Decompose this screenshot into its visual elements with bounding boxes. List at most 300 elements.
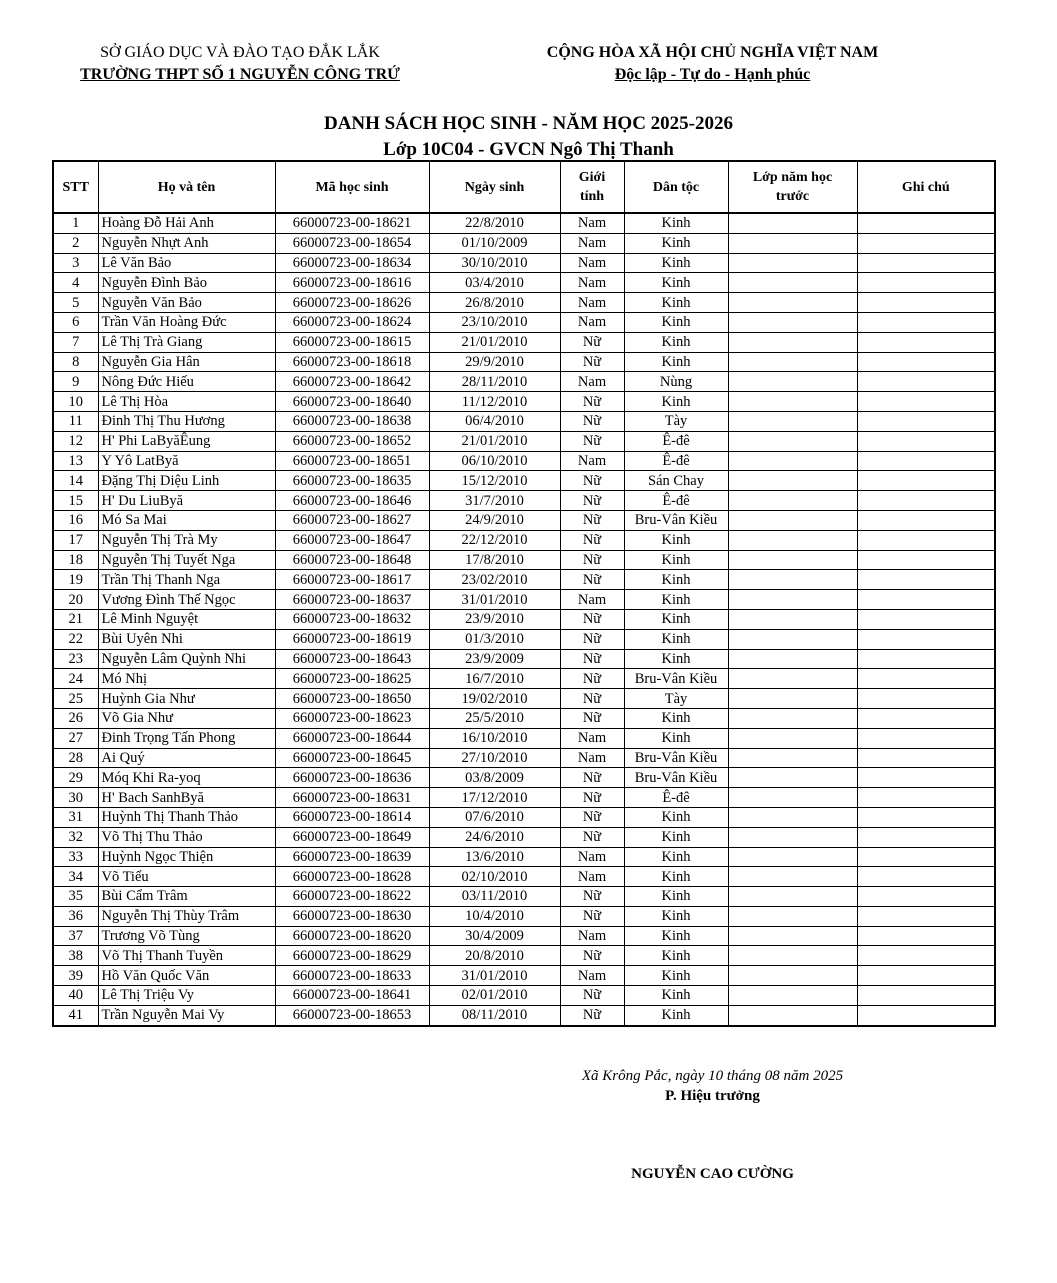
cell-dob: 25/5/2010 (429, 708, 560, 728)
cell-dob: 22/8/2010 (429, 213, 560, 233)
cell-gender: Nữ (560, 332, 624, 352)
cell-dob: 24/6/2010 (429, 827, 560, 847)
cell-note (857, 471, 995, 491)
cell-student-id: 66000723-00-18636 (275, 768, 429, 788)
table-header-row (53, 161, 995, 213)
cell-ethnicity: Kinh (624, 807, 728, 827)
cell-prev-class (728, 293, 857, 313)
cell-note (857, 847, 995, 867)
cell-ethnicity: Kinh (624, 966, 728, 986)
table-row (53, 293, 995, 313)
cell-ethnicity: Tày (624, 689, 728, 709)
cell-gender: Nam (560, 273, 624, 293)
cell-dob: 02/01/2010 (429, 986, 560, 1006)
cell-stt: 4 (53, 273, 98, 293)
cell-gender: Nữ (560, 946, 624, 966)
cell-note (857, 669, 995, 689)
header-note: Ghi chú (857, 161, 995, 213)
table-row (53, 352, 995, 372)
cell-student-id: 66000723-00-18625 (275, 669, 429, 689)
header-ethnicity: Dân tộc (624, 161, 728, 213)
cell-stt: 24 (53, 669, 98, 689)
cell-stt: 31 (53, 807, 98, 827)
cell-student-id: 66000723-00-18650 (275, 689, 429, 709)
cell-gender: Nữ (560, 392, 624, 412)
cell-dob: 07/6/2010 (429, 807, 560, 827)
cell-student-id: 66000723-00-18617 (275, 570, 429, 590)
table-row (53, 451, 995, 471)
cell-gender: Nữ (560, 431, 624, 451)
cell-dob: 30/10/2010 (429, 253, 560, 273)
cell-stt: 34 (53, 867, 98, 887)
cell-prev-class (728, 807, 857, 827)
cell-prev-class (728, 867, 857, 887)
cell-note (857, 906, 995, 926)
table-row (53, 827, 995, 847)
cell-gender: Nam (560, 590, 624, 610)
cell-name: Hoàng Đỗ Hải Anh (98, 213, 275, 233)
table-row (53, 411, 995, 431)
cell-student-id: 66000723-00-18632 (275, 609, 429, 629)
table-row (53, 590, 995, 610)
cell-student-id: 66000723-00-18637 (275, 590, 429, 610)
cell-dob: 29/9/2010 (429, 352, 560, 372)
cell-dob: 30/4/2009 (429, 926, 560, 946)
cell-name: Hồ Văn Quốc Văn (98, 966, 275, 986)
cell-dob: 28/11/2010 (429, 372, 560, 392)
cell-prev-class (728, 748, 857, 768)
student-list-table (52, 160, 996, 1027)
cell-stt: 30 (53, 788, 98, 808)
cell-dob: 15/12/2010 (429, 471, 560, 491)
cell-ethnicity: Kinh (624, 530, 728, 550)
cell-name: Nguyễn Thị Thùy Trâm (98, 906, 275, 926)
cell-ethnicity: Kinh (624, 1005, 728, 1025)
cell-stt: 1 (53, 213, 98, 233)
cell-name: H' Phi LaByăÊung (98, 431, 275, 451)
table-row (53, 669, 995, 689)
cell-dob: 31/7/2010 (429, 491, 560, 511)
cell-note (857, 273, 995, 293)
cell-student-id: 66000723-00-18643 (275, 649, 429, 669)
cell-note (857, 253, 995, 273)
cell-name: Bùi Cẩm Trâm (98, 887, 275, 907)
cell-note (857, 332, 995, 352)
cell-note (857, 966, 995, 986)
table-row (53, 966, 995, 986)
cell-prev-class (728, 233, 857, 253)
cell-note (857, 768, 995, 788)
cell-stt: 40 (53, 986, 98, 1006)
cell-ethnicity: Kinh (624, 986, 728, 1006)
cell-gender: Nữ (560, 807, 624, 827)
cell-name: Lê Thị Trà Giang (98, 332, 275, 352)
cell-ethnicity: Kinh (624, 906, 728, 926)
cell-note (857, 609, 995, 629)
cell-ethnicity: Bru-Vân Kiều (624, 669, 728, 689)
header-student-id: Mã học sinh (275, 161, 429, 213)
header-prev-class-line1: Lớp năm học (752, 170, 833, 185)
cell-ethnicity: Kinh (624, 293, 728, 313)
cell-gender: Nữ (560, 887, 624, 907)
cell-stt: 17 (53, 530, 98, 550)
cell-note (857, 431, 995, 451)
cell-dob: 21/01/2010 (429, 332, 560, 352)
cell-prev-class (728, 847, 857, 867)
table-row (53, 609, 995, 629)
cell-note (857, 689, 995, 709)
cell-ethnicity: Sán Chay (624, 471, 728, 491)
header-stt: STT (53, 161, 98, 213)
cell-prev-class (728, 946, 857, 966)
cell-name: Ai Quý (98, 748, 275, 768)
cell-student-id: 66000723-00-18615 (275, 332, 429, 352)
cell-student-id: 66000723-00-18629 (275, 946, 429, 966)
cell-stt: 25 (53, 689, 98, 709)
cell-note (857, 510, 995, 530)
cell-stt: 8 (53, 352, 98, 372)
cell-note (857, 293, 995, 313)
cell-prev-class (728, 986, 857, 1006)
cell-gender: Nữ (560, 986, 624, 1006)
cell-student-id: 66000723-00-18638 (275, 411, 429, 431)
cell-stt: 5 (53, 293, 98, 313)
cell-ethnicity: Kinh (624, 926, 728, 946)
cell-note (857, 629, 995, 649)
cell-ethnicity: Nùng (624, 372, 728, 392)
cell-note (857, 530, 995, 550)
cell-gender: Nữ (560, 471, 624, 491)
cell-stt: 2 (53, 233, 98, 253)
cell-student-id: 66000723-00-18621 (275, 213, 429, 233)
cell-gender: Nữ (560, 689, 624, 709)
cell-note (857, 550, 995, 570)
cell-student-id: 66000723-00-18618 (275, 352, 429, 372)
cell-student-id: 66000723-00-18619 (275, 629, 429, 649)
cell-ethnicity: Kinh (624, 550, 728, 570)
cell-ethnicity: Kinh (624, 708, 728, 728)
cell-note (857, 352, 995, 372)
header-prev-class-line2: trước (775, 189, 810, 204)
cell-gender: Nam (560, 293, 624, 313)
cell-note (857, 946, 995, 966)
school-name: TRƯỜNG THPT SỐ 1 NGUYỄN CÔNG TRỨ (80, 66, 400, 83)
header-gender-line2: tính (579, 189, 605, 204)
signer-name: NGUYỄN CAO CƯỜNG (631, 1166, 794, 1182)
cell-gender: Nữ (560, 411, 624, 431)
cell-dob: 23/9/2009 (429, 649, 560, 669)
nation-name: CỘNG HÒA XÃ HỘI CHỦ NGHĨA VIỆT NAM (546, 44, 879, 61)
cell-prev-class (728, 669, 857, 689)
cell-gender: Nữ (560, 491, 624, 511)
cell-note (857, 708, 995, 728)
table-row (53, 867, 995, 887)
cell-stt: 41 (53, 1005, 98, 1025)
cell-ethnicity: Ê-đê (624, 431, 728, 451)
cell-prev-class (728, 431, 857, 451)
cell-gender: Nữ (560, 609, 624, 629)
cell-note (857, 649, 995, 669)
cell-name: Đinh Thị Thu Hương (98, 411, 275, 431)
cell-student-id: 66000723-00-18627 (275, 510, 429, 530)
cell-prev-class (728, 827, 857, 847)
table-row (53, 510, 995, 530)
cell-prev-class (728, 491, 857, 511)
cell-name: Nguyễn Nhựt Anh (98, 233, 275, 253)
cell-student-id: 66000723-00-18624 (275, 312, 429, 332)
table-row (53, 748, 995, 768)
table-row (53, 253, 995, 273)
cell-dob: 22/12/2010 (429, 530, 560, 550)
cell-stt: 7 (53, 332, 98, 352)
header-left (40, 42, 440, 86)
cell-stt: 36 (53, 906, 98, 926)
cell-name: Nguyễn Thị Tuyết Nga (98, 550, 275, 570)
cell-ethnicity: Kinh (624, 253, 728, 273)
cell-name: Võ Tiểu (98, 867, 275, 887)
table-row (53, 689, 995, 709)
cell-stt: 33 (53, 847, 98, 867)
cell-stt: 27 (53, 728, 98, 748)
cell-stt: 13 (53, 451, 98, 471)
cell-dob: 16/10/2010 (429, 728, 560, 748)
table-row (53, 550, 995, 570)
cell-prev-class (728, 1005, 857, 1025)
cell-prev-class (728, 590, 857, 610)
cell-stt: 21 (53, 609, 98, 629)
cell-note (857, 986, 995, 1006)
cell-ethnicity: Kinh (624, 590, 728, 610)
cell-gender: Nữ (560, 827, 624, 847)
table-row (53, 530, 995, 550)
cell-name: Nguyễn Văn Bảo (98, 293, 275, 313)
cell-dob: 01/3/2010 (429, 629, 560, 649)
cell-ethnicity: Kinh (624, 847, 728, 867)
cell-student-id: 66000723-00-18626 (275, 293, 429, 313)
place-date: Xã Krông Pắc, ngày 10 tháng 08 năm 2025 (581, 1068, 844, 1084)
cell-ethnicity: Kinh (624, 392, 728, 412)
cell-name: Nguyễn Đình Bảo (98, 273, 275, 293)
header-dob: Ngày sinh (429, 161, 560, 213)
header-gender-line1: Giới (578, 170, 606, 185)
cell-prev-class (728, 510, 857, 530)
cell-prev-class (728, 649, 857, 669)
cell-dob: 13/6/2010 (429, 847, 560, 867)
header-gender (560, 161, 624, 213)
cell-stt: 19 (53, 570, 98, 590)
cell-gender: Nữ (560, 708, 624, 728)
cell-prev-class (728, 788, 857, 808)
cell-stt: 18 (53, 550, 98, 570)
cell-student-id: 66000723-00-18649 (275, 827, 429, 847)
cell-ethnicity: Ê-đê (624, 491, 728, 511)
cell-dob: 02/10/2010 (429, 867, 560, 887)
table-row (53, 491, 995, 511)
cell-student-id: 66000723-00-18646 (275, 491, 429, 511)
cell-stt: 12 (53, 431, 98, 451)
cell-prev-class (728, 728, 857, 748)
cell-name: Đặng Thị Diệu Linh (98, 471, 275, 491)
cell-student-id: 66000723-00-18651 (275, 451, 429, 471)
cell-name: Huỳnh Ngọc Thiện (98, 847, 275, 867)
cell-dob: 06/4/2010 (429, 411, 560, 431)
cell-dob: 06/10/2010 (429, 451, 560, 471)
cell-student-id: 66000723-00-18614 (275, 807, 429, 827)
cell-name: Trần Nguyễn Mai Vy (98, 1005, 275, 1025)
table-row (53, 1005, 995, 1025)
cell-stt: 37 (53, 926, 98, 946)
cell-note (857, 867, 995, 887)
cell-dob: 19/02/2010 (429, 689, 560, 709)
cell-student-id: 66000723-00-18631 (275, 788, 429, 808)
cell-ethnicity: Kinh (624, 946, 728, 966)
national-motto: Độc lập - Tự do - Hạnh phúc (614, 66, 811, 83)
cell-dob: 23/02/2010 (429, 570, 560, 590)
cell-stt: 6 (53, 312, 98, 332)
cell-stt: 26 (53, 708, 98, 728)
cell-dob: 03/8/2009 (429, 768, 560, 788)
cell-gender: Nữ (560, 669, 624, 689)
cell-prev-class (728, 332, 857, 352)
cell-stt: 16 (53, 510, 98, 530)
cell-gender: Nam (560, 966, 624, 986)
cell-name: Bùi Uyên Nhi (98, 629, 275, 649)
cell-student-id: 66000723-00-18633 (275, 966, 429, 986)
table-row (53, 847, 995, 867)
cell-gender: Nữ (560, 570, 624, 590)
cell-dob: 27/10/2010 (429, 748, 560, 768)
cell-prev-class (728, 471, 857, 491)
header-prev-class (728, 161, 857, 213)
cell-gender: Nữ (560, 768, 624, 788)
table-row (53, 768, 995, 788)
cell-name: Mó Nhị (98, 669, 275, 689)
cell-student-id: 66000723-00-18653 (275, 1005, 429, 1025)
cell-dob: 03/4/2010 (429, 273, 560, 293)
cell-ethnicity: Kinh (624, 312, 728, 332)
cell-student-id: 66000723-00-18639 (275, 847, 429, 867)
cell-name: Nguyễn Lâm Quỳnh Nhi (98, 649, 275, 669)
cell-name: Lê Thị Hòa (98, 392, 275, 412)
cell-note (857, 411, 995, 431)
table-row (53, 926, 995, 946)
cell-name: Móq Khi Ra-yoq (98, 768, 275, 788)
cell-gender: Nam (560, 372, 624, 392)
cell-name: H' Bach SanhByă (98, 788, 275, 808)
cell-name: H' Du LiuByă (98, 491, 275, 511)
cell-dob: 21/01/2010 (429, 431, 560, 451)
cell-name: Võ Thị Thu Thảo (98, 827, 275, 847)
cell-stt: 38 (53, 946, 98, 966)
cell-name: Nguyễn Gia Hân (98, 352, 275, 372)
cell-stt: 22 (53, 629, 98, 649)
table-row (53, 312, 995, 332)
table-row (53, 332, 995, 352)
cell-student-id: 66000723-00-18647 (275, 530, 429, 550)
cell-dob: 01/10/2009 (429, 233, 560, 253)
cell-prev-class (728, 213, 857, 233)
cell-gender: Nữ (560, 530, 624, 550)
department-name: SỞ GIÁO DỤC VÀ ĐÀO TẠO ĐẮK LẮK (100, 44, 380, 61)
table-row (53, 213, 995, 233)
cell-name: Lê Thị Triệu Vy (98, 986, 275, 1006)
cell-dob: 17/12/2010 (429, 788, 560, 808)
cell-student-id: 66000723-00-18640 (275, 392, 429, 412)
cell-prev-class (728, 550, 857, 570)
cell-stt: 14 (53, 471, 98, 491)
cell-note (857, 233, 995, 253)
cell-ethnicity: Kinh (624, 827, 728, 847)
cell-name: Võ Thị Thanh Tuyền (98, 946, 275, 966)
cell-student-id: 66000723-00-18644 (275, 728, 429, 748)
cell-gender: Nữ (560, 1005, 624, 1025)
document-title: DANH SÁCH HỌC SINH - NĂM HỌC 2025-2026 (323, 113, 734, 134)
cell-note (857, 372, 995, 392)
cell-prev-class (728, 253, 857, 273)
cell-name: Trương Võ Tùng (98, 926, 275, 946)
cell-prev-class (728, 887, 857, 907)
cell-ethnicity: Kinh (624, 213, 728, 233)
table-row (53, 273, 995, 293)
header-name: Họ và tên (98, 161, 275, 213)
cell-stt: 9 (53, 372, 98, 392)
cell-name: Y Yô LatByă (98, 451, 275, 471)
cell-name: Đinh Trọng Tấn Phong (98, 728, 275, 748)
cell-dob: 11/12/2010 (429, 392, 560, 412)
cell-ethnicity: Tày (624, 411, 728, 431)
cell-note (857, 392, 995, 412)
cell-prev-class (728, 352, 857, 372)
cell-student-id: 66000723-00-18645 (275, 748, 429, 768)
cell-prev-class (728, 372, 857, 392)
cell-ethnicity: Bru-Vân Kiều (624, 748, 728, 768)
cell-note (857, 728, 995, 748)
cell-dob: 20/8/2010 (429, 946, 560, 966)
cell-stt: 23 (53, 649, 98, 669)
cell-student-id: 66000723-00-18622 (275, 887, 429, 907)
cell-ethnicity: Ê-đê (624, 451, 728, 471)
cell-note (857, 926, 995, 946)
cell-note (857, 788, 995, 808)
cell-student-id: 66000723-00-18641 (275, 986, 429, 1006)
table-row (53, 708, 995, 728)
cell-stt: 28 (53, 748, 98, 768)
cell-stt: 29 (53, 768, 98, 788)
cell-gender: Nữ (560, 550, 624, 570)
cell-stt: 20 (53, 590, 98, 610)
cell-name: Huỳnh Thị Thanh Thảo (98, 807, 275, 827)
cell-note (857, 807, 995, 827)
cell-note (857, 570, 995, 590)
cell-ethnicity: Ê-đê (624, 788, 728, 808)
cell-stt: 11 (53, 411, 98, 431)
cell-gender: Nữ (560, 788, 624, 808)
cell-dob: 03/11/2010 (429, 887, 560, 907)
cell-ethnicity: Kinh (624, 609, 728, 629)
cell-dob: 10/4/2010 (429, 906, 560, 926)
header-right (510, 42, 915, 86)
cell-ethnicity: Kinh (624, 352, 728, 372)
cell-gender: Nam (560, 748, 624, 768)
cell-prev-class (728, 768, 857, 788)
cell-ethnicity: Kinh (624, 273, 728, 293)
cell-ethnicity: Bru-Vân Kiều (624, 510, 728, 530)
cell-dob: 23/10/2010 (429, 312, 560, 332)
cell-student-id: 66000723-00-18642 (275, 372, 429, 392)
cell-note (857, 887, 995, 907)
cell-student-id: 66000723-00-18635 (275, 471, 429, 491)
cell-name: Trần Thị Thanh Nga (98, 570, 275, 590)
